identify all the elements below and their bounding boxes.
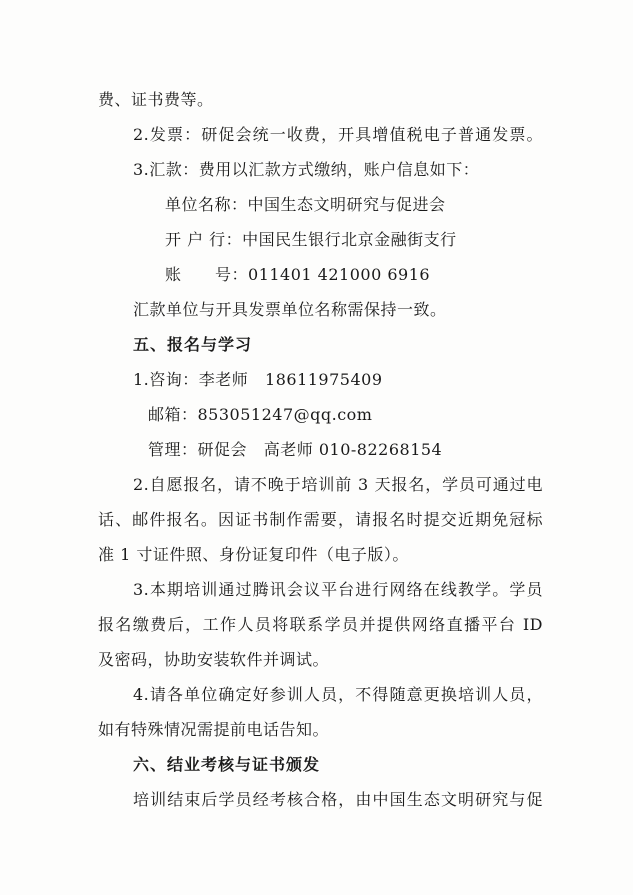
text-line-fee-continuation: 费、证书费等。: [98, 90, 214, 109]
text-line-email: 邮箱：853051247@qq.com: [148, 405, 373, 424]
text-line-participants-1: 4.请各单位确定好参训人员，不得随意更换培训人员，: [133, 685, 543, 704]
text-line-registration-2: 话、邮件报名。因证书制作需要，请报名时提交近期免冠标: [98, 510, 543, 529]
section-heading-registration: 五、报名与学习: [133, 335, 253, 354]
text-line-participants-2: 如有特殊情况需提前电话告知。: [98, 720, 330, 739]
text-line-registration-3: 准 1 寸证件照、身份证复印件（电子版）。: [98, 545, 409, 564]
text-line-account-number: 账 号：011401 421000 6916: [165, 265, 431, 284]
text-line-consultation: 1.咨询：李老师 18611975409: [133, 370, 383, 389]
text-line-remittance: 3.汇款：费用以汇款方式缴纳，账户信息如下：: [133, 160, 480, 179]
text-line-assessment-1: 培训结束后学员经考核合格，由中国生态文明研究与促: [133, 790, 543, 809]
text-line-invoice: 2.发票：研促会统一收费，开具增值税电子普通发票。: [133, 125, 543, 144]
text-line-management: 管理：研促会 高老师 010-82268154: [148, 440, 443, 459]
text-line-online-3: 及密码，协助安装软件并调试。: [98, 650, 330, 669]
text-line-account-name: 单位名称：中国生态文明研究与促进会: [165, 195, 446, 214]
text-line-consistency-note: 汇款单位与开具发票单位名称需保持一致。: [133, 300, 447, 319]
text-line-bank: 开 户 行：中国民生银行北京金融街支行: [165, 230, 457, 249]
text-line-registration-1: 2.自愿报名，请不晚于培训前 3 天报名，学员可通过电: [133, 475, 543, 494]
text-line-online-1: 3.本期培训通过腾讯会议平台进行网络在线教学。学员: [133, 580, 543, 599]
section-heading-assessment: 六、结业考核与证书颁发: [133, 755, 321, 774]
text-line-online-2: 报名缴费后，工作人员将联系学员并提供网络直播平台 ID: [98, 615, 543, 634]
